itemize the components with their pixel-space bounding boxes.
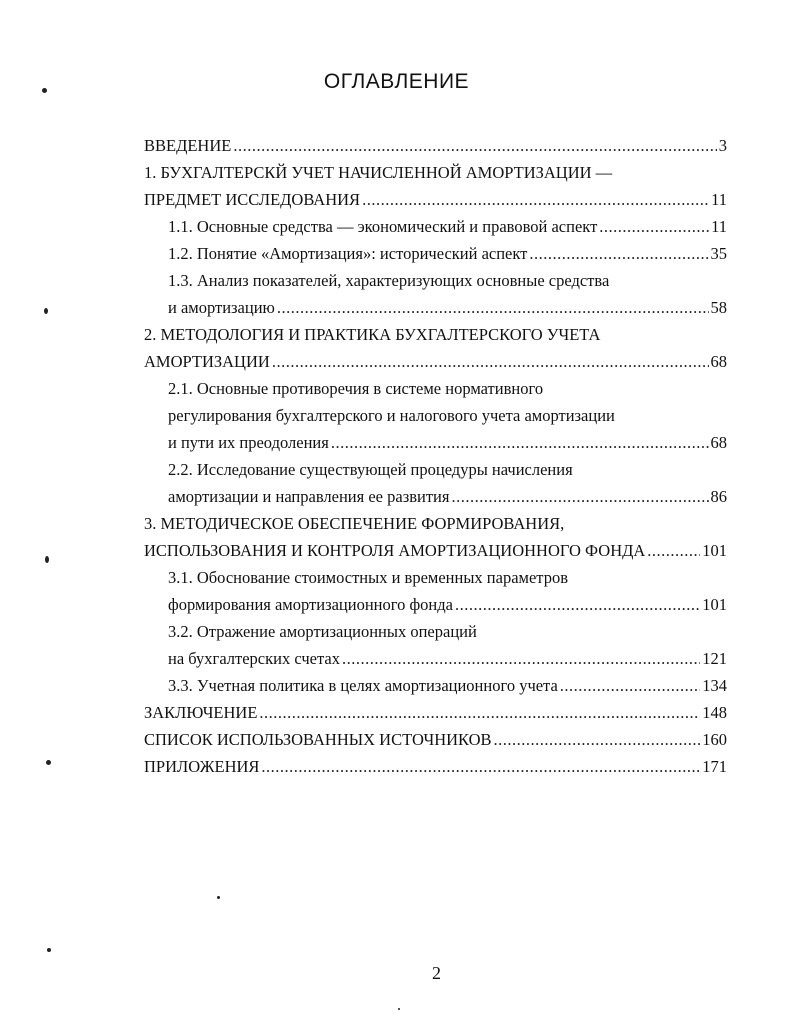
toc-line-text: 3.3. Учетная политика в целях амортизационного учета	[168, 676, 558, 695]
toc-line-text: на бухгалтерских счетах	[168, 649, 340, 668]
toc-leader	[647, 537, 700, 564]
toc-line-page: 148	[702, 703, 727, 722]
toc-leader	[261, 753, 700, 780]
toc-line-text: 2.1. Основные противоречия в системе нормативного	[168, 379, 544, 398]
toc-line	[168, 483, 727, 510]
toc-line	[144, 159, 727, 186]
toc-leader	[494, 726, 701, 753]
scan-speck	[46, 760, 51, 765]
toc-line-text: и пути их преодоления	[168, 433, 329, 452]
toc-line-text: 1.1. Основные средства — экономический и правовой аспект	[168, 217, 598, 236]
toc-leader	[451, 483, 708, 510]
page-title: ОГЛАВЛЕНИЕ	[323, 70, 470, 93]
toc-leader	[599, 213, 709, 240]
toc-line	[168, 294, 727, 321]
toc-leader	[342, 645, 700, 672]
toc-line-text: 2. МЕТОДОЛОГИЯ И ПРАКТИКА БУХГАЛТЕРСКОГО УЧЕТА	[144, 325, 601, 344]
toc-line	[168, 645, 727, 672]
toc-line-text: ВВЕДЕНИЕ	[144, 136, 232, 155]
scan-speck	[42, 88, 47, 93]
scan-speck	[398, 1008, 400, 1010]
toc-line	[144, 132, 727, 159]
toc-line	[168, 375, 727, 402]
toc-line	[168, 429, 727, 456]
toc-line	[144, 537, 727, 564]
scan-speck	[47, 948, 51, 952]
toc-line-text: СПИСОК ИСПОЛЬЗОВАННЫХ ИСТОЧНИКОВ	[144, 730, 492, 749]
toc-line	[168, 564, 727, 591]
toc-leader	[233, 132, 716, 159]
toc-line	[168, 672, 727, 699]
toc-line	[144, 726, 727, 753]
toc-line-page: 101	[702, 541, 727, 560]
toc-line	[168, 456, 727, 483]
toc-line-text: ЗАКЛЮЧЕНИЕ	[144, 703, 258, 722]
toc-line-page: 11	[711, 190, 727, 209]
scan-speck	[217, 896, 220, 899]
toc-line-text: ПРИЛОЖЕНИЯ	[144, 757, 260, 776]
toc-leader	[362, 186, 709, 213]
scan-speck	[45, 556, 49, 563]
toc-leader	[331, 429, 709, 456]
toc-leader	[455, 591, 700, 618]
toc-line-page: 121	[702, 649, 727, 668]
toc-line-page: 171	[702, 757, 727, 776]
toc-line	[144, 348, 727, 375]
toc-line-text: ИСПОЛЬЗОВАНИЯ И КОНТРОЛЯ АМОРТИЗАЦИОННОГО ФОНДА	[144, 541, 646, 560]
toc-line-text: 1. БУХГАЛТЕРСКЙ УЧЕТ НАЧИСЛЕННОЙ АМОРТИЗАЦИИ —	[144, 163, 613, 182]
toc-leader	[259, 699, 700, 726]
page-number: 2	[432, 963, 441, 983]
toc-line-page: 35	[710, 244, 727, 263]
toc-line-page: 134	[702, 676, 727, 695]
table-of-contents	[144, 132, 727, 780]
toc-line-text: 3. МЕТОДИЧЕСКОЕ ОБЕСПЕЧЕНИЕ ФОРМИРОВАНИЯ,	[144, 514, 565, 533]
toc-line-page: 11	[711, 217, 727, 236]
toc-line-page: 101	[702, 595, 727, 614]
toc-line-text: 2.2. Исследование существующей процедуры начисления	[168, 460, 573, 479]
toc-line-text: 1.3. Анализ показателей, характеризующих основные средства	[168, 271, 610, 290]
toc-line-text: и амортизацию	[168, 298, 275, 317]
toc-line-page: 58	[710, 298, 727, 317]
toc-leader	[277, 294, 709, 321]
toc-line-page: 68	[710, 352, 727, 371]
toc-line	[144, 753, 727, 780]
toc-line-text: амортизации и направления ее развития	[168, 487, 450, 506]
toc-line	[168, 618, 727, 645]
toc-line-page: 160	[702, 730, 727, 749]
toc-leader	[272, 348, 709, 375]
toc-leader	[529, 240, 708, 267]
toc-line	[168, 267, 727, 294]
toc-leader	[560, 672, 700, 699]
toc-line	[168, 402, 727, 429]
toc-line-text: 3.2. Отражение амортизационных операций	[168, 622, 477, 641]
toc-line	[144, 699, 727, 726]
toc-line	[168, 213, 727, 240]
toc-line-text: 3.1. Обоснование стоимостных и временных параметров	[168, 568, 568, 587]
toc-line-text: ПРЕДМЕТ ИССЛЕДОВАНИЯ	[144, 190, 361, 209]
toc-line-text: формирования амортизационного фонда	[168, 595, 453, 614]
toc-line-page: 3	[718, 136, 727, 155]
toc-line-text: 1.2. Понятие «Амортизация»: исторический аспект	[168, 244, 528, 263]
toc-line-page: 86	[710, 487, 727, 506]
toc-line	[168, 240, 727, 267]
toc-line-text: АМОРТИЗАЦИИ	[144, 352, 270, 371]
scan-speck	[44, 308, 48, 314]
toc-line	[144, 321, 727, 348]
toc-line	[144, 186, 727, 213]
toc-line	[168, 591, 727, 618]
toc-line-page: 68	[710, 433, 727, 452]
toc-line	[144, 510, 727, 537]
toc-line-text: регулирования бухгалтерского и налогового учета амортизации	[168, 406, 615, 425]
